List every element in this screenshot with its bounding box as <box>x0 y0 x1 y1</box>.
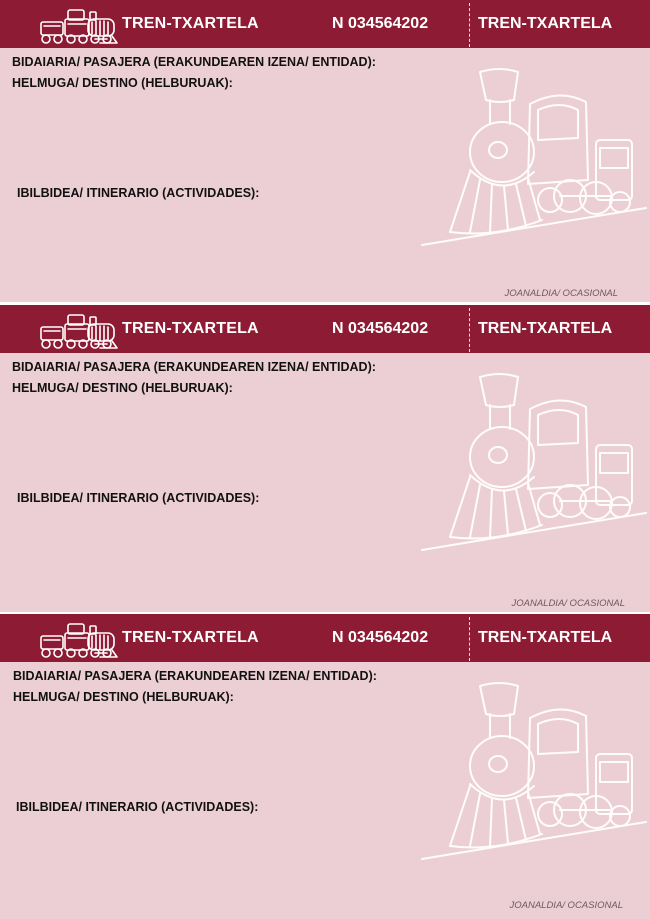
train-illustration-icon <box>410 365 650 565</box>
train-logo-icon <box>38 313 118 351</box>
train-illustration-icon <box>410 674 650 874</box>
ticket-title: TREN-TXARTELA <box>122 15 259 32</box>
stub-title: TREN-TXARTELA <box>478 629 613 646</box>
ticket-title: TREN-TXARTELA <box>122 320 259 337</box>
train-ticket-1 <box>0 0 650 302</box>
passenger-label: BIDAIARIA/ PASAJERA (ERAKUNDEAREN IZENA/ ENTIDAD): <box>12 360 376 374</box>
train-ticket-3 <box>0 614 650 919</box>
perforation-line <box>469 308 470 352</box>
ticket-header <box>0 0 650 48</box>
ticket-number: N 034564202 <box>332 15 429 32</box>
itinerary-label: IBILBIDEA/ ITINERARIO (ACTIVIDADES): <box>16 800 259 814</box>
stub-title: TREN-TXARTELA <box>478 320 613 337</box>
destination-label: HELMUGA/ DESTINO (HELBURUAK): <box>12 76 233 90</box>
ticket-title: TREN-TXARTELA <box>122 629 259 646</box>
ticket-number: N 034564202 <box>332 629 429 646</box>
destination-label: HELMUGA/ DESTINO (HELBURUAK): <box>13 690 234 704</box>
itinerary-label: IBILBIDEA/ ITINERARIO (ACTIVIDADES): <box>17 186 260 200</box>
ticket-header <box>0 614 650 662</box>
ticket-type-label: JOANALDIA/ OCASIONAL <box>509 900 623 911</box>
ticket-number: N 034564202 <box>332 320 429 337</box>
ticket-header <box>0 305 650 353</box>
passenger-label: BIDAIARIA/ PASAJERA (ERAKUNDEAREN IZENA/ ENTIDAD): <box>12 55 376 69</box>
passenger-label: BIDAIARIA/ PASAJERA (ERAKUNDEAREN IZENA/ ENTIDAD): <box>13 669 377 683</box>
train-logo-icon <box>38 622 118 660</box>
train-illustration-icon <box>410 60 650 260</box>
perforation-line <box>469 3 470 47</box>
stub-title: TREN-TXARTELA <box>478 15 613 32</box>
train-logo-icon <box>38 8 118 46</box>
itinerary-label: IBILBIDEA/ ITINERARIO (ACTIVIDADES): <box>17 491 260 505</box>
ticket-type-label: JOANALDIA/ OCASIONAL <box>504 288 618 299</box>
train-ticket-2 <box>0 305 650 612</box>
perforation-line <box>469 617 470 661</box>
ticket-type-label: JOANALDIA/ OCASIONAL <box>511 598 625 609</box>
destination-label: HELMUGA/ DESTINO (HELBURUAK): <box>12 381 233 395</box>
